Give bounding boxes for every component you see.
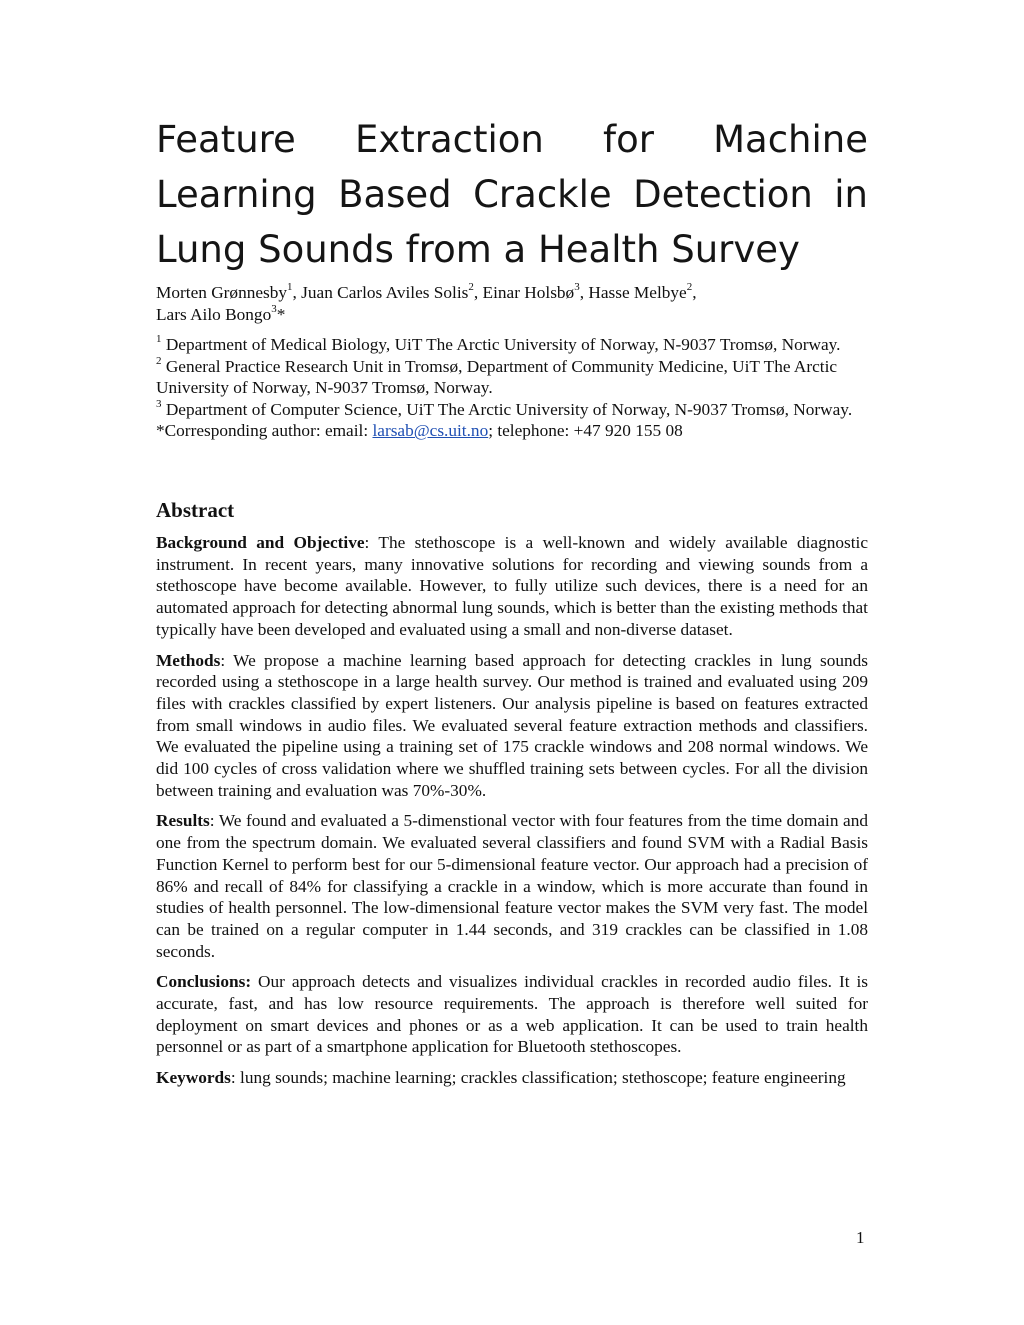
author-affil-sup: 2 xyxy=(468,281,474,294)
author-list xyxy=(156,282,868,326)
corresponding-star: * xyxy=(276,305,286,324)
section-separator: : xyxy=(220,650,226,670)
abstract-heading: Abstract xyxy=(156,498,235,522)
section-text: We propose a machine learning based approach for detecting crackles in lung sounds recorded using a stethoscope in a large health survey. Our method is trained and evaluated using 209 files with crackles classified by expert listeners. Our analysis pipeline is based on features extracted from small windows in audio files. We evaluated several feature extraction methods and classifiers. We evaluated the pipeline using a training set of 175 crackle windows and 208 normal windows. We did 100 cycles of cross validation where we shuffled training sets between cycles. For all the division between training and evaluation was 70%-30%. xyxy=(156,650,868,800)
section-label: Keywords xyxy=(156,1068,231,1088)
section-text: We found and evaluated a 5-dimenstional vector with four features from the time domain and one from the spectrum domain. We evaluated several classifiers and found SVM with a Radial Basis Function Kernel to perform best for our 5-dimensional feature vector. Our approach had a precision of 86% and recall of 84% for classifying a crackle in a window, which is more accurate than found in studies of health personnel. The low-dimensional feature vector makes the SVM very fast. The model can be trained on a regular computer in 1.44 seconds, and 319 crackles can be classified in 1.08 seconds. xyxy=(156,811,868,961)
author-name: , Einar Holsbø xyxy=(473,283,575,302)
section-separator: : xyxy=(364,533,370,552)
author-name: , Juan Carlos Aviles Solis xyxy=(292,283,469,302)
author-name: Morten Grønnesby xyxy=(156,283,288,302)
section-label: Methods xyxy=(156,650,221,670)
section-text: Our approach detects and visualizes individual crackles in recorded audio files. It is accurate, fast, and has low resource requirements. The approach is therefore well suited for deployment on smart devices and phones or as a web application. It can be used to train health personnel or as part of a smartphone application for Bluetooth stethoscopes. xyxy=(156,972,868,1057)
author-affil-sup: 3 xyxy=(574,281,580,294)
author-name: Lars Ailo Bongo xyxy=(156,305,272,324)
author-affil-sup: 1 xyxy=(287,281,293,294)
page-number: 1 xyxy=(856,1228,865,1247)
author-separator: , xyxy=(692,283,697,302)
section-separator: : xyxy=(230,1068,236,1088)
affiliation-text: General Practice Research Unit in Tromsø, Department of Community Medicine, UiT The Arctic University of Norway, N-9037 Tromsø, Norway. xyxy=(156,356,838,398)
corresponding-prefix: *Corresponding author: email: xyxy=(156,421,373,441)
affiliation-item xyxy=(156,356,868,399)
paper-title: Feature Extraction for Machine Learning Based Crackle Detection in Lung Sounds from a Health Survey xyxy=(156,118,868,271)
section-text: The stethoscope is a well-known and widely available diagnostic instrument. In recent years, many innovative solutions for recording and viewing sounds from a stethoscope have become available. However, to fully utilize such devices, there is a need for an automated approach for detecting abnormal lung sounds, which is better than the existing methods that typically have been developed and evaluated using a small and non-diverse dataset. xyxy=(156,533,868,639)
section-separator: : xyxy=(209,811,215,831)
affiliation-item xyxy=(156,334,868,356)
abstract-section-results xyxy=(156,810,868,962)
corresponding-author xyxy=(156,420,868,442)
abstract-section-conclusions xyxy=(156,971,868,1058)
section-text: lung sounds; machine learning; crackles classification; stethoscope; feature engineering xyxy=(235,1068,846,1088)
author-affil-sup: 2 xyxy=(686,281,693,294)
affiliation-sup: 1 xyxy=(156,333,162,346)
email-link[interactable]: larsab@cs.uit.no xyxy=(372,421,489,441)
affiliation-sup: 2 xyxy=(156,354,162,367)
abstract-body xyxy=(156,532,868,1098)
affiliation-text: Department of Medical Biology, UiT The Arctic University of Norway, N-9037 Tromsø, Norway. xyxy=(161,335,841,354)
author-name: , Hasse Melbye xyxy=(579,283,687,302)
affiliation-text: Department of Computer Science, UiT The Arctic University of Norway, N-9037 Tromsø, Norway. xyxy=(161,399,853,419)
affiliation-list xyxy=(156,334,868,442)
abstract-section-background xyxy=(156,532,868,641)
section-label: Results xyxy=(156,811,210,831)
corresponding-suffix: ; telephone: +47 920 155 08 xyxy=(488,421,683,441)
section-label: Background and Objective xyxy=(156,533,365,552)
section-label: Conclusions: xyxy=(156,972,252,992)
affiliation-sup: 3 xyxy=(156,398,162,411)
affiliation-item xyxy=(156,399,868,421)
author-affil-sup: 3 xyxy=(271,303,277,316)
keywords xyxy=(156,1067,868,1089)
abstract-section-methods xyxy=(156,650,868,802)
